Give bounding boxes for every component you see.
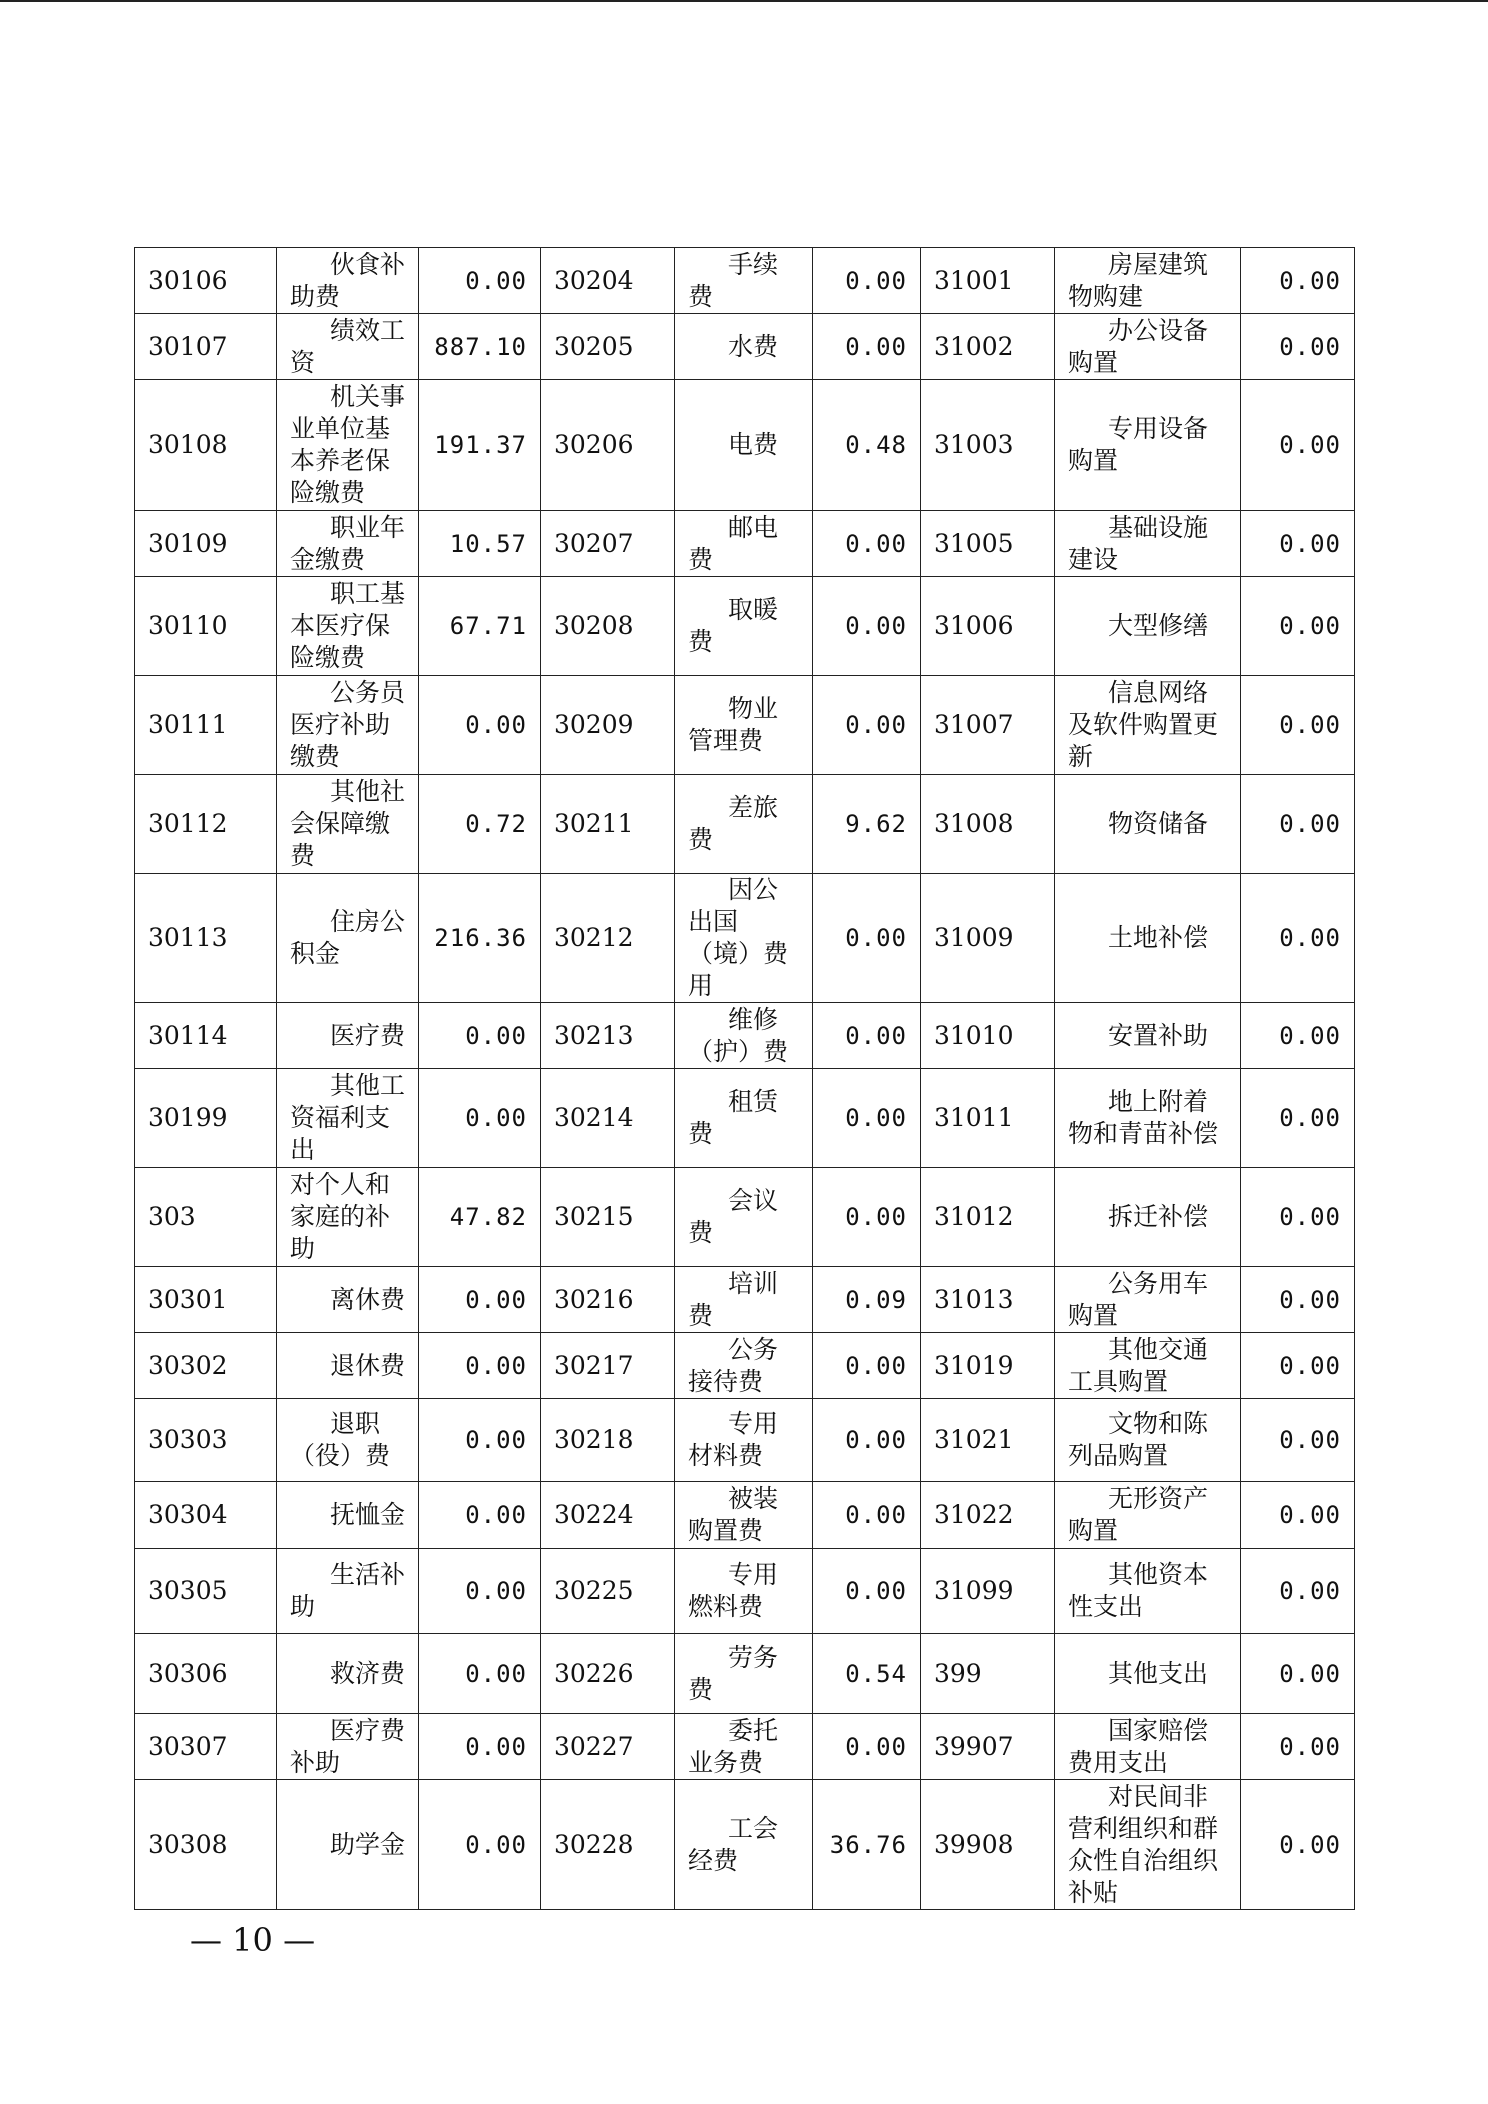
expense-name-cell: 文物和陈列品购置 [1055, 1399, 1241, 1482]
expense-code-cell: 30113 [135, 874, 277, 1003]
page-top-border [0, 0, 1488, 2]
amount-cell: 0.00 [1241, 1069, 1355, 1168]
table-row [135, 874, 1355, 1003]
expense-code-cell: 31022 [921, 1482, 1055, 1549]
expense-name-cell: 伙食补助费 [277, 248, 419, 314]
amount-cell: 0.00 [1241, 1780, 1355, 1910]
expense-name-cell: 拆迁补偿 [1055, 1168, 1241, 1267]
expense-name-cell: 维修（护）费 [675, 1003, 813, 1069]
amount-cell: 0.54 [813, 1634, 921, 1714]
table-body [135, 248, 1355, 1910]
expense-code-cell: 30227 [541, 1714, 675, 1780]
amount-cell: 0.00 [1241, 1168, 1355, 1267]
expense-name-cell: 水费 [675, 314, 813, 380]
amount-cell: 0.00 [1241, 380, 1355, 511]
amount-cell: 0.48 [813, 380, 921, 511]
expense-name-cell: 生活补助 [277, 1549, 419, 1634]
amount-cell: 36.76 [813, 1780, 921, 1910]
amount-cell: 0.00 [813, 874, 921, 1003]
amount-cell: 0.00 [1241, 1003, 1355, 1069]
page-number: — 10 — [190, 1921, 316, 1959]
expense-code-cell: 30114 [135, 1003, 277, 1069]
expense-name-cell: 公务员医疗补助缴费 [277, 676, 419, 775]
amount-cell: 0.00 [813, 1549, 921, 1634]
expense-code-cell: 30226 [541, 1634, 675, 1714]
expense-name-cell: 邮电费 [675, 511, 813, 577]
amount-cell: 0.00 [1241, 1267, 1355, 1333]
expense-code-cell: 30301 [135, 1267, 277, 1333]
expense-name-cell: 专用设备购置 [1055, 380, 1241, 511]
table-row [135, 1333, 1355, 1399]
expense-name-cell: 其他支出 [1055, 1634, 1241, 1714]
amount-cell: 9.62 [813, 775, 921, 874]
expense-name-cell: 租赁费 [675, 1069, 813, 1168]
expense-name-cell: 住房公积金 [277, 874, 419, 1003]
expense-name-cell: 基础设施建设 [1055, 511, 1241, 577]
expense-name-cell: 离休费 [277, 1267, 419, 1333]
amount-cell: 0.00 [1241, 676, 1355, 775]
expense-code-cell: 31002 [921, 314, 1055, 380]
expense-code-cell: 30209 [541, 676, 675, 775]
table-row [135, 1780, 1355, 1910]
expense-name-cell: 助学金 [277, 1780, 419, 1910]
expense-code-cell: 31001 [921, 248, 1055, 314]
amount-cell: 0.00 [419, 1069, 541, 1168]
expense-code-cell: 30307 [135, 1714, 277, 1780]
amount-cell: 0.00 [1241, 1482, 1355, 1549]
expense-code-cell: 30214 [541, 1069, 675, 1168]
amount-cell: 0.00 [1241, 1333, 1355, 1399]
table-row [135, 1168, 1355, 1267]
amount-cell: 887.10 [419, 314, 541, 380]
expense-name-cell: 工会经费 [675, 1780, 813, 1910]
amount-cell: 0.00 [813, 1069, 921, 1168]
expense-code-cell: 31005 [921, 511, 1055, 577]
amount-cell: 0.00 [419, 1003, 541, 1069]
amount-cell: 0.09 [813, 1267, 921, 1333]
expense-code-cell: 30228 [541, 1780, 675, 1910]
amount-cell: 216.36 [419, 874, 541, 1003]
expense-code-cell: 30204 [541, 248, 675, 314]
expense-name-cell: 国家赔偿费用支出 [1055, 1714, 1241, 1780]
amount-cell: 0.00 [419, 1399, 541, 1482]
amount-cell: 0.00 [1241, 1634, 1355, 1714]
expense-name-cell: 手续费 [675, 248, 813, 314]
table-row [135, 1714, 1355, 1780]
expense-name-cell: 对个人和家庭的补助 [277, 1168, 419, 1267]
expense-name-cell: 其他资本性支出 [1055, 1549, 1241, 1634]
expense-code-cell: 31003 [921, 380, 1055, 511]
expense-code-cell: 31012 [921, 1168, 1055, 1267]
amount-cell: 0.00 [813, 1399, 921, 1482]
expense-code-cell: 31019 [921, 1333, 1055, 1399]
expense-code-cell: 30225 [541, 1549, 675, 1634]
expense-code-cell: 30211 [541, 775, 675, 874]
expense-name-cell: 委托业务费 [675, 1714, 813, 1780]
expense-code-cell: 30205 [541, 314, 675, 380]
expense-name-cell: 房屋建筑物购建 [1055, 248, 1241, 314]
expense-name-cell: 安置补助 [1055, 1003, 1241, 1069]
amount-cell: 0.00 [419, 1549, 541, 1634]
amount-cell: 47.82 [419, 1168, 541, 1267]
expense-name-cell: 公务接待费 [675, 1333, 813, 1399]
expense-name-cell: 因公出国（境）费用 [675, 874, 813, 1003]
expense-name-cell: 其他社会保障缴费 [277, 775, 419, 874]
table-row [135, 1267, 1355, 1333]
amount-cell: 0.00 [419, 676, 541, 775]
expense-code-cell: 30303 [135, 1399, 277, 1482]
expense-name-cell: 职工基本医疗保险缴费 [277, 577, 419, 676]
table-row [135, 577, 1355, 676]
expense-name-cell: 退职（役）费 [277, 1399, 419, 1482]
expense-code-cell: 31021 [921, 1399, 1055, 1482]
expense-code-cell: 303 [135, 1168, 277, 1267]
amount-cell: 0.00 [813, 1482, 921, 1549]
expense-code-cell: 30108 [135, 380, 277, 511]
expense-name-cell: 无形资产购置 [1055, 1482, 1241, 1549]
expense-code-cell: 31007 [921, 676, 1055, 775]
expense-name-cell: 地上附着物和青苗补偿 [1055, 1069, 1241, 1168]
expense-name-cell: 退休费 [277, 1333, 419, 1399]
amount-cell: 0.00 [419, 1333, 541, 1399]
amount-cell: 0.00 [813, 314, 921, 380]
amount-cell: 0.00 [813, 1333, 921, 1399]
expense-name-cell: 大型修缮 [1055, 577, 1241, 676]
expense-code-cell: 30212 [541, 874, 675, 1003]
amount-cell: 0.00 [419, 248, 541, 314]
amount-cell: 0.00 [419, 1482, 541, 1549]
expense-name-cell: 对民间非营利组织和群众性自治组织补贴 [1055, 1780, 1241, 1910]
expense-code-cell: 30216 [541, 1267, 675, 1333]
table-row [135, 511, 1355, 577]
expense-name-cell: 救济费 [277, 1634, 419, 1714]
table-row [135, 1003, 1355, 1069]
amount-cell: 0.00 [419, 1634, 541, 1714]
table-row [135, 1069, 1355, 1168]
expense-code-cell: 30302 [135, 1333, 277, 1399]
expense-name-cell: 被装购置费 [675, 1482, 813, 1549]
amount-cell: 0.00 [419, 1780, 541, 1910]
expense-name-cell: 信息网络及软件购置更新 [1055, 676, 1241, 775]
table-row [135, 1549, 1355, 1634]
expense-name-cell: 医疗费 [277, 1003, 419, 1069]
expense-code-cell: 30207 [541, 511, 675, 577]
amount-cell: 0.00 [419, 1267, 541, 1333]
expense-code-cell: 30305 [135, 1549, 277, 1634]
table-row [135, 314, 1355, 380]
amount-cell: 0.00 [1241, 511, 1355, 577]
expense-name-cell: 电费 [675, 380, 813, 511]
expense-name-cell: 办公设备购置 [1055, 314, 1241, 380]
expense-name-cell: 绩效工资 [277, 314, 419, 380]
expense-code-cell: 31011 [921, 1069, 1055, 1168]
amount-cell: 67.71 [419, 577, 541, 676]
table-row [135, 676, 1355, 775]
expense-code-cell: 30107 [135, 314, 277, 380]
table-row [135, 1634, 1355, 1714]
expense-name-cell: 会议费 [675, 1168, 813, 1267]
expense-code-cell: 30306 [135, 1634, 277, 1714]
expense-code-cell: 399 [921, 1634, 1055, 1714]
expense-code-cell: 30109 [135, 511, 277, 577]
expense-name-cell: 医疗费补助 [277, 1714, 419, 1780]
amount-cell: 0.00 [813, 577, 921, 676]
expense-code-cell: 31006 [921, 577, 1055, 676]
expense-code-cell: 31009 [921, 874, 1055, 1003]
expense-name-cell: 机关事业单位基本养老保险缴费 [277, 380, 419, 511]
expense-name-cell: 公务用车购置 [1055, 1267, 1241, 1333]
expense-code-cell: 30199 [135, 1069, 277, 1168]
table-row [135, 248, 1355, 314]
expense-code-cell: 30215 [541, 1168, 675, 1267]
amount-cell: 0.00 [813, 676, 921, 775]
expense-code-cell: 30308 [135, 1780, 277, 1910]
amount-cell: 0.00 [1241, 314, 1355, 380]
expense-code-cell: 31099 [921, 1549, 1055, 1634]
table-row [135, 380, 1355, 511]
amount-cell: 0.00 [1241, 1399, 1355, 1482]
expense-name-cell: 其他工资福利支出 [277, 1069, 419, 1168]
expense-code-cell: 31008 [921, 775, 1055, 874]
amount-cell: 0.00 [1241, 775, 1355, 874]
expense-code-cell: 39908 [921, 1780, 1055, 1910]
amount-cell: 0.00 [1241, 874, 1355, 1003]
expense-name-cell: 土地补偿 [1055, 874, 1241, 1003]
expense-code-cell: 30111 [135, 676, 277, 775]
expense-name-cell: 其他交通工具购置 [1055, 1333, 1241, 1399]
expense-name-cell: 差旅费 [675, 775, 813, 874]
expense-code-cell: 30304 [135, 1482, 277, 1549]
table-row [135, 775, 1355, 874]
expense-code-cell: 31010 [921, 1003, 1055, 1069]
amount-cell: 0.00 [1241, 248, 1355, 314]
expense-code-cell: 30208 [541, 577, 675, 676]
amount-cell: 0.00 [419, 1714, 541, 1780]
expense-name-cell: 专用材料费 [675, 1399, 813, 1482]
expenditure-table [134, 247, 1355, 1910]
expense-code-cell: 30206 [541, 380, 675, 511]
expense-name-cell: 物业管理费 [675, 676, 813, 775]
amount-cell: 0.00 [1241, 1549, 1355, 1634]
expense-name-cell: 物资储备 [1055, 775, 1241, 874]
expense-name-cell: 抚恤金 [277, 1482, 419, 1549]
expense-code-cell: 30224 [541, 1482, 675, 1549]
amount-cell: 0.00 [813, 1714, 921, 1780]
expense-name-cell: 职业年金缴费 [277, 511, 419, 577]
expense-code-cell: 30213 [541, 1003, 675, 1069]
amount-cell: 0.00 [813, 1168, 921, 1267]
expense-code-cell: 31013 [921, 1267, 1055, 1333]
amount-cell: 0.00 [813, 1003, 921, 1069]
expense-name-cell: 培训费 [675, 1267, 813, 1333]
table-row [135, 1399, 1355, 1482]
expense-name-cell: 专用燃料费 [675, 1549, 813, 1634]
amount-cell: 191.37 [419, 380, 541, 511]
expense-code-cell: 39907 [921, 1714, 1055, 1780]
amount-cell: 0.00 [1241, 1714, 1355, 1780]
table-row [135, 1482, 1355, 1549]
amount-cell: 10.57 [419, 511, 541, 577]
amount-cell: 0.00 [813, 511, 921, 577]
expense-code-cell: 30218 [541, 1399, 675, 1482]
expense-code-cell: 30112 [135, 775, 277, 874]
expense-code-cell: 30110 [135, 577, 277, 676]
amount-cell: 0.00 [813, 248, 921, 314]
expense-name-cell: 劳务费 [675, 1634, 813, 1714]
expense-code-cell: 30217 [541, 1333, 675, 1399]
expense-name-cell: 取暖费 [675, 577, 813, 676]
expense-code-cell: 30106 [135, 248, 277, 314]
amount-cell: 0.72 [419, 775, 541, 874]
amount-cell: 0.00 [1241, 577, 1355, 676]
